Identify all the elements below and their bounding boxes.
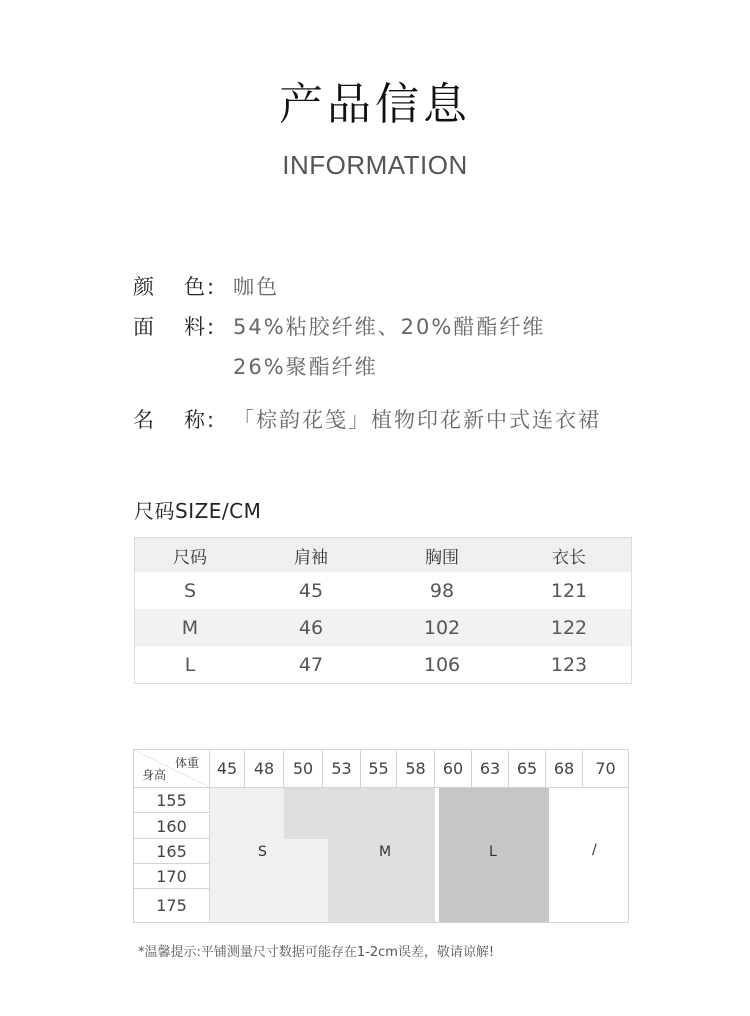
info-name-value: 「棕韵花笺」植物印花新中式连衣裙: [233, 408, 601, 432]
fit-grid: [133, 749, 629, 923]
weight-header-cell: 55: [361, 750, 397, 788]
weight-header-cell: 65: [509, 750, 546, 788]
weight-header-cell: 60: [435, 750, 472, 788]
size-table-row: [135, 646, 631, 683]
size-col-header: 胸围: [425, 547, 459, 568]
size-table-row: [135, 572, 631, 609]
size-table-row: [135, 609, 631, 646]
weight-header-cell: 45: [210, 750, 245, 788]
info-color-label-b: 色:: [184, 275, 217, 299]
height-row-cell: 175: [134, 889, 210, 922]
size-cell: S: [183, 579, 197, 602]
fit-zone-label-m: M: [379, 844, 392, 860]
info-color-value: 咖色: [233, 275, 279, 299]
height-row-cell: 165: [134, 839, 210, 864]
size-col-header: 尺码: [173, 547, 207, 568]
info-fabric-value-2: 26%聚酯纤维: [233, 355, 378, 379]
weight-header-cell: 63: [472, 750, 509, 788]
weight-header-cell: 48: [245, 750, 284, 788]
size-cell: 121: [550, 579, 588, 602]
weight-header-cell: 58: [397, 750, 435, 788]
size-cell: 98: [429, 579, 455, 602]
size-col-header: 衣长: [552, 547, 586, 568]
weight-header-cell: 70: [583, 750, 628, 788]
weight-header-cell: 53: [323, 750, 361, 788]
size-cell: 106: [423, 653, 461, 676]
size-cell: 102: [423, 616, 461, 639]
measurement-note: *温馨提示:平铺测量尺寸数据可能存在1-2cm误差，敬请谅解!: [138, 945, 495, 960]
info-fabric-label-a: 面: [133, 315, 156, 339]
size-cell: 45: [298, 579, 324, 602]
weight-axis-label: 体重: [174, 756, 199, 770]
size-table: [134, 537, 632, 684]
info-color-label: [133, 271, 233, 301]
info-color-label-a: 颜: [133, 275, 156, 299]
size-cell: 46: [298, 616, 324, 639]
fit-zone-label-s: S: [258, 844, 267, 860]
height-axis-label: 身高: [142, 768, 167, 782]
size-heading: 尺码SIZE/CM: [134, 499, 262, 523]
size-col-header: 肩袖: [294, 547, 328, 568]
info-fabric-label: [133, 311, 233, 341]
info-fabric-label-b: 料:: [184, 315, 217, 339]
info-name-label: [133, 404, 233, 434]
size-cell: 122: [550, 616, 588, 639]
page-title: 产品信息: [279, 79, 471, 130]
fit-zone-label-none: /: [592, 842, 597, 858]
size-cell: L: [184, 653, 196, 676]
weight-header-cell: 68: [546, 750, 583, 788]
size-cell: M: [181, 616, 199, 639]
info-name-label-b: 称:: [184, 408, 217, 432]
size-cell: 123: [550, 653, 588, 676]
info-name-label-a: 名: [133, 408, 156, 432]
size-table-header: [135, 538, 631, 572]
fit-zone-label-l: L: [489, 844, 497, 860]
fit-grid-corner: [134, 750, 210, 788]
fit-zone-s: [210, 788, 284, 922]
fit-zone-m: [284, 788, 435, 839]
height-row-cell: 160: [134, 814, 210, 839]
info-fabric-value-1: 54%粘胶纤维、20%醋酯纤维: [233, 315, 546, 339]
fit-zone-s-lower: [284, 839, 328, 922]
height-row-cell: 170: [134, 864, 210, 889]
weight-header-cell: 50: [284, 750, 323, 788]
size-cell: 47: [298, 653, 324, 676]
height-row-cell: 155: [134, 788, 210, 813]
page-subtitle: INFORMATION: [282, 150, 468, 180]
